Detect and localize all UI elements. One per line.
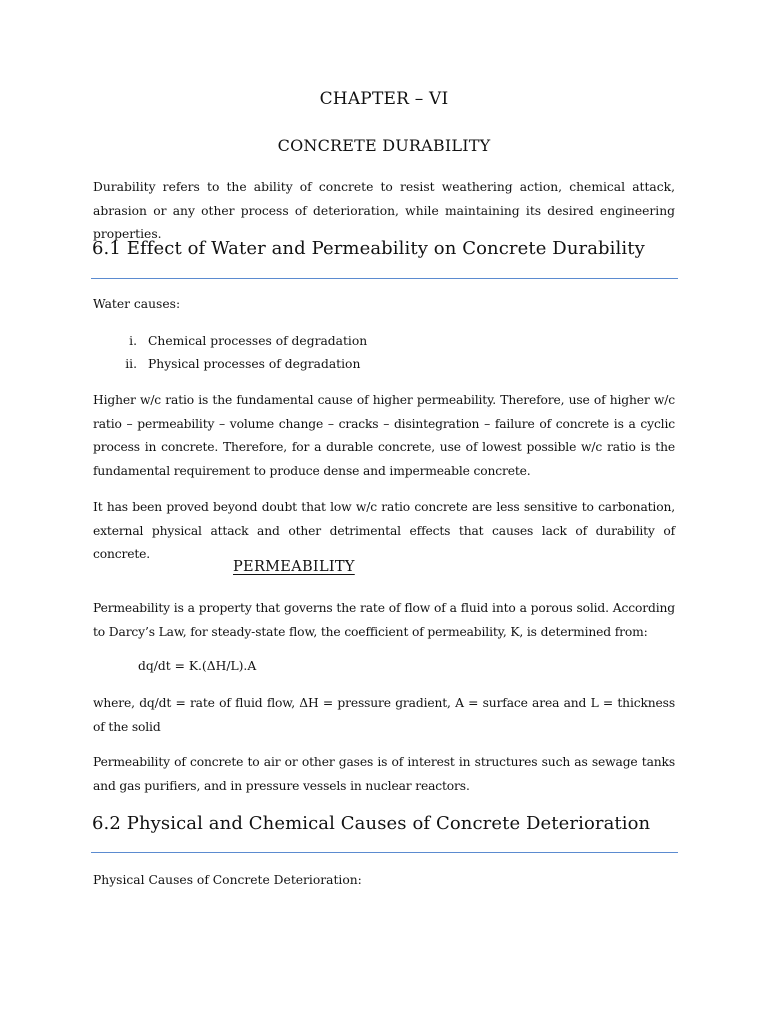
permeability-paragraph: Permeability is a property that governs the rate of flow of a fluid into a porous solid. According to Darcy’s Law, for steady-state flow, the coefficient of permeability, K, is determined from: xyxy=(93,601,675,639)
list-item xyxy=(93,334,367,348)
list-item-number: i. xyxy=(129,334,137,348)
list-item-text: Chemical processes of degradation xyxy=(148,334,368,348)
intro-paragraph: Durability refers to the ability of concrete to resist weathering action, chemical attack, abrasion or any other process of deterioration, while maintaining its desired engineering properties. xyxy=(93,180,675,241)
section-heading-6-2: 6.2 Physical and Chemical Causes of Concrete Deterioration xyxy=(92,813,651,834)
where-paragraph: where, dq/dt = rate of fluid flow, ΔH = pressure gradient, A = surface area and L = thickness of the solid xyxy=(93,696,675,734)
list-item-number: ii. xyxy=(125,357,137,371)
darcy-equation: dq/dt = K.(ΔH/L).A xyxy=(138,659,257,673)
low-wc-paragraph: It has been proved beyond doubt that low w/c ratio concrete are less sensitive to carbonation, external physical attack and other detrimental effects that causes lack of durability of concrete. xyxy=(93,500,675,561)
chapter-title: CONCRETE DURABILITY xyxy=(277,136,491,155)
section-rule-6-1 xyxy=(91,278,678,279)
permeability-heading: PERMEABILITY xyxy=(233,559,355,575)
section-rule-6-2 xyxy=(91,852,678,853)
wc-ratio-paragraph: Higher w/c ratio is the fundamental cause of higher permeability. Therefore, use of higher w/c ratio – permeability – volume change – cracks – disintegration – failure of concrete is a cyclic process in concrete. Therefore, for a durable concrete, use of lowest possible w/c ratio is the fundamental requirement to produce dense and impermeable concrete. xyxy=(93,393,675,478)
section-heading-6-1: 6.1 Effect of Water and Permeability on Concrete Durability xyxy=(92,238,645,259)
gas-permeability-paragraph: Permeability of concrete to air or other gases is of interest in structures such as sewage tanks and gas purifiers, and in pressure vessels in nuclear reactors. xyxy=(93,755,675,793)
chapter-label: CHAPTER – VI xyxy=(319,89,449,109)
water-causes-label: Water causes: xyxy=(93,297,181,311)
list-item xyxy=(93,357,360,371)
list-item-text: Physical processes of degradation xyxy=(148,357,361,371)
physical-causes-label: Physical Causes of Concrete Deterioration: xyxy=(93,873,362,887)
